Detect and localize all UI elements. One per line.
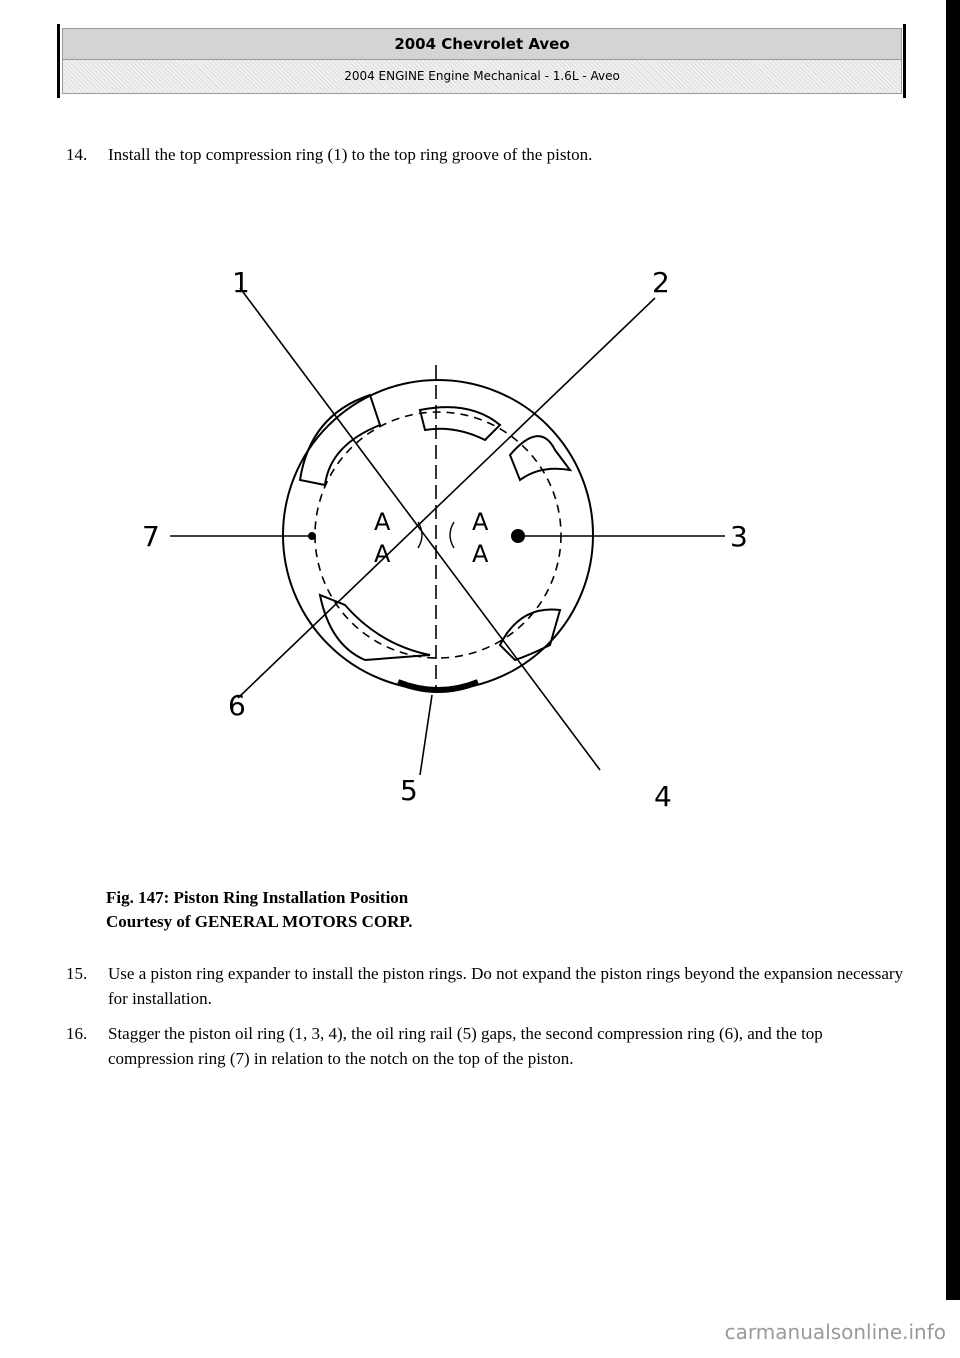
step-text: Use a piston ring expander to install the piston rings. Do not expand the piston rings beyond the expansion necessary for installation. <box>108 964 904 1008</box>
page-header <box>62 28 902 94</box>
callout-5: 5 <box>400 774 418 807</box>
ring-gap-upper-right <box>510 436 570 480</box>
angle-label-a-tr: A <box>472 508 489 536</box>
header-left-rule <box>57 24 60 98</box>
step-text: Stagger the piston oil ring (1, 3, 4), the oil ring rail (5) gaps, the second compression ring (6), and the top compression ring (7) in relation to the notch on the top of the piston. <box>108 1024 823 1068</box>
header-title: 2004 Chevrolet Aveo <box>63 29 901 60</box>
callout-1: 1 <box>232 266 250 299</box>
step-number: 16. <box>66 1024 88 1043</box>
figure-caption <box>106 886 413 934</box>
angle-label-a-tl: A <box>374 508 391 536</box>
marker-dot-3 <box>511 529 525 543</box>
header-subtitle: 2004 ENGINE Engine Mechanical - 1.6L - Aveo <box>63 60 901 93</box>
ring-gap-top <box>420 407 500 440</box>
angle-label-a-br: A <box>472 540 489 568</box>
angle-arc-right <box>450 522 454 548</box>
caption-title: Fig. 147: Piston Ring Installation Position <box>106 888 409 907</box>
callout-6: 6 <box>228 689 246 722</box>
angle-label-a-bl: A <box>374 540 391 568</box>
step-number: 14. <box>66 145 88 164</box>
callout-4: 4 <box>654 780 672 813</box>
step-text: Install the top compression ring (1) to the top ring groove of the piston. <box>108 145 593 164</box>
step-number: 15. <box>66 964 88 983</box>
piston-ring-diagram <box>120 250 760 820</box>
leader-line-1-4 <box>240 288 600 770</box>
step-14 <box>66 142 906 167</box>
callout-3: 3 <box>730 520 748 553</box>
caption-credit: Courtesy of GENERAL MOTORS CORP. <box>106 912 413 931</box>
piston-outer-circle <box>283 380 593 690</box>
step-16 <box>66 1021 906 1071</box>
leader-line-5 <box>420 695 432 775</box>
callout-7: 7 <box>142 520 160 553</box>
header-right-rule <box>903 24 906 98</box>
callout-2: 2 <box>652 266 670 299</box>
ring-gap-upper-left <box>300 395 380 485</box>
page-edge-bar <box>946 0 960 1300</box>
leader-line-2-6 <box>238 298 655 698</box>
marker-dot-7 <box>308 532 316 540</box>
watermark-url: carmanualsonline.info <box>724 1320 946 1344</box>
step-15 <box>66 961 906 1011</box>
piston-notch <box>398 682 478 690</box>
